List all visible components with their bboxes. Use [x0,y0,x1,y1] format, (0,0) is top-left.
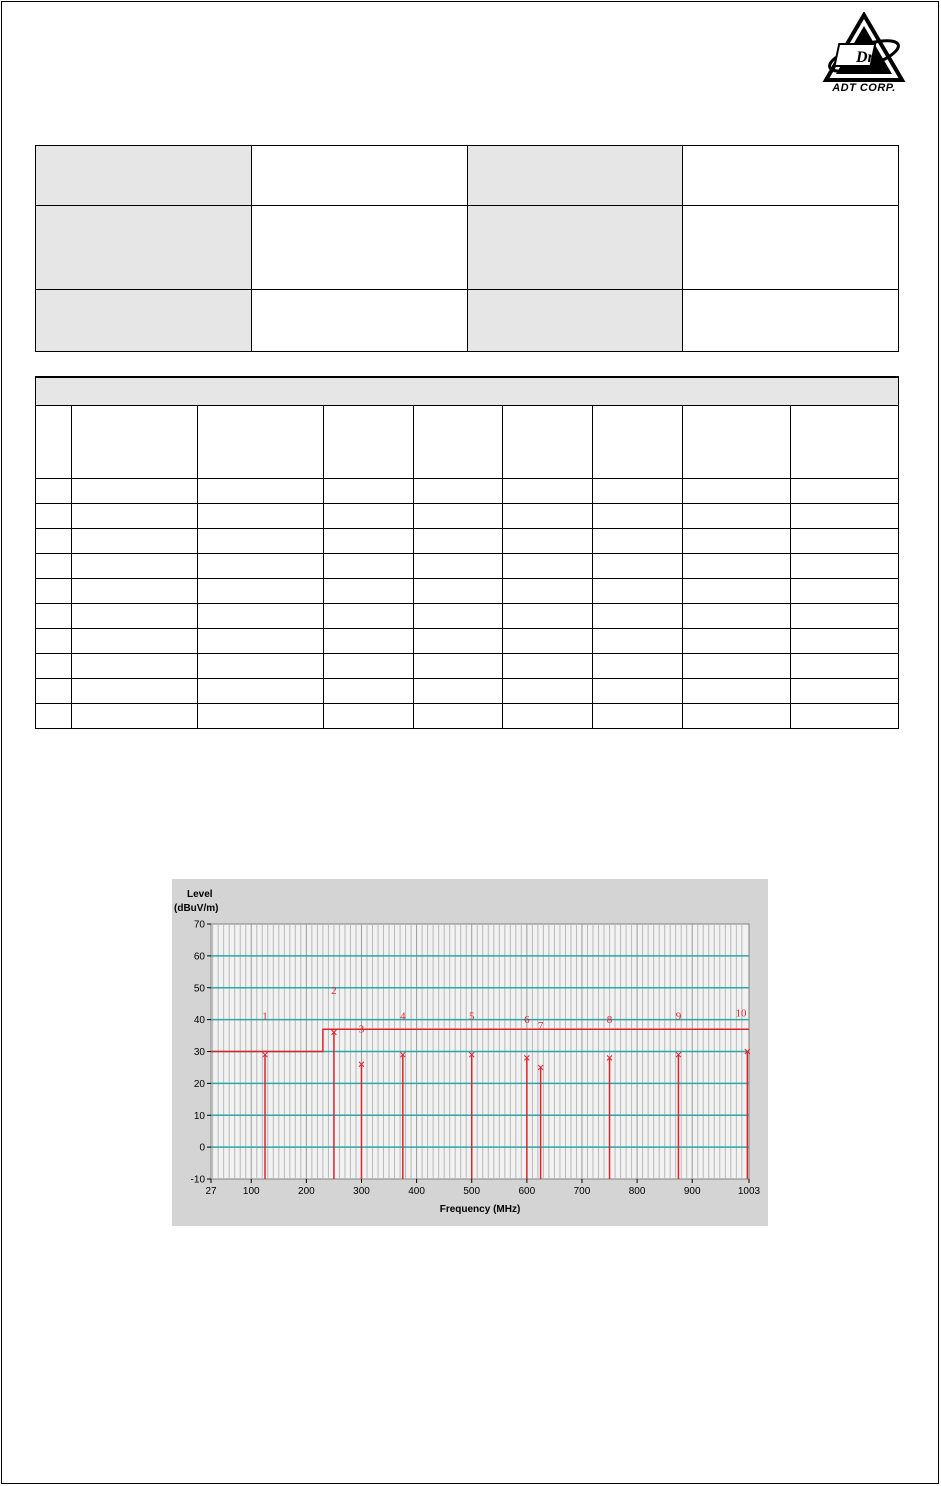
header-cell [36,406,72,479]
table-row [36,679,899,704]
table-row [36,704,899,729]
table-header-row [36,406,899,479]
y-tick-label: 10 [193,1110,205,1122]
company-logo [822,12,906,102]
info-value-cell [683,146,899,206]
header-cell [71,406,197,479]
y-tick-label: 40 [193,1015,205,1027]
x-tick-label: 100 [242,1186,260,1197]
info-label-cell [36,206,252,290]
marker-label: 9 [675,1010,682,1023]
marker-label: 1 [262,1010,268,1023]
table-row [36,529,899,554]
logo-text: ADT CORP. [832,82,896,94]
y-tick-label: 0 [199,1142,205,1154]
marker-label: 10 [735,1007,747,1020]
info-label-cell [467,146,683,206]
x-tick-label: 700 [573,1186,591,1197]
x-tick-label: 800 [628,1186,646,1197]
x-tick-label: 27 [205,1186,217,1197]
marker-label: 4 [400,1010,406,1023]
table-row [36,654,899,679]
header-cell [503,406,593,479]
header-cell [197,406,323,479]
header-cell [323,406,413,479]
y-tick-label: 70 [193,919,205,931]
header-cell [683,406,791,479]
x-tick-label: 600 [518,1186,536,1197]
marker-label: 3 [358,1023,365,1036]
info-row [36,146,899,206]
table-row [36,629,899,654]
y-axis-title-line2: (dBuV/m) [174,903,219,914]
table-row [36,554,899,579]
y-tick-label: 30 [193,1047,205,1058]
x-axis-title: Frequency (MHz) [439,1204,521,1215]
info-row [36,206,899,290]
marker-label: 8 [606,1013,613,1026]
info-label-cell [467,290,683,352]
y-tick-label: 60 [193,951,205,963]
info-value-cell [683,206,899,290]
y-tick-label: -10 [190,1174,205,1186]
y-tick-label: 20 [193,1078,205,1090]
info-table [35,145,899,352]
table-row [36,604,899,629]
info-value-cell [251,146,467,206]
table-row [36,479,899,504]
info-label-cell [467,206,683,290]
chart-svg [172,879,768,1226]
marker-label: 5 [468,1010,475,1023]
table-row [36,504,899,529]
x-tick-label: 1003 [737,1186,761,1197]
marker-label: 2 [331,985,337,998]
table-top-rule [35,376,899,378]
header-cell [791,406,899,479]
y-axis-title-line1: Level [187,889,213,900]
table-title-row [36,377,899,406]
x-tick-label: 400 [408,1186,425,1197]
info-label-cell [36,290,252,352]
table-title-cell [36,377,899,406]
info-value-cell [251,206,467,290]
table-row [36,579,899,604]
x-tick-label: 900 [683,1186,701,1197]
svg-text:Dr: Dr [856,49,874,66]
marker-label: 7 [537,1020,544,1033]
info-value-cell [251,290,467,352]
info-row [36,290,899,352]
marker-label: 6 [524,1013,530,1026]
header-cell [593,406,683,479]
emission-data-table [35,376,899,729]
x-tick-label: 500 [463,1186,481,1197]
header-cell [413,406,503,479]
logo-emblem-icon [822,12,906,84]
info-label-cell [36,146,252,206]
emission-chart [172,879,768,1226]
x-tick-label: 200 [298,1186,315,1197]
info-value-cell [683,290,899,352]
x-tick-label: 300 [353,1186,370,1197]
y-tick-label: 50 [193,983,205,995]
